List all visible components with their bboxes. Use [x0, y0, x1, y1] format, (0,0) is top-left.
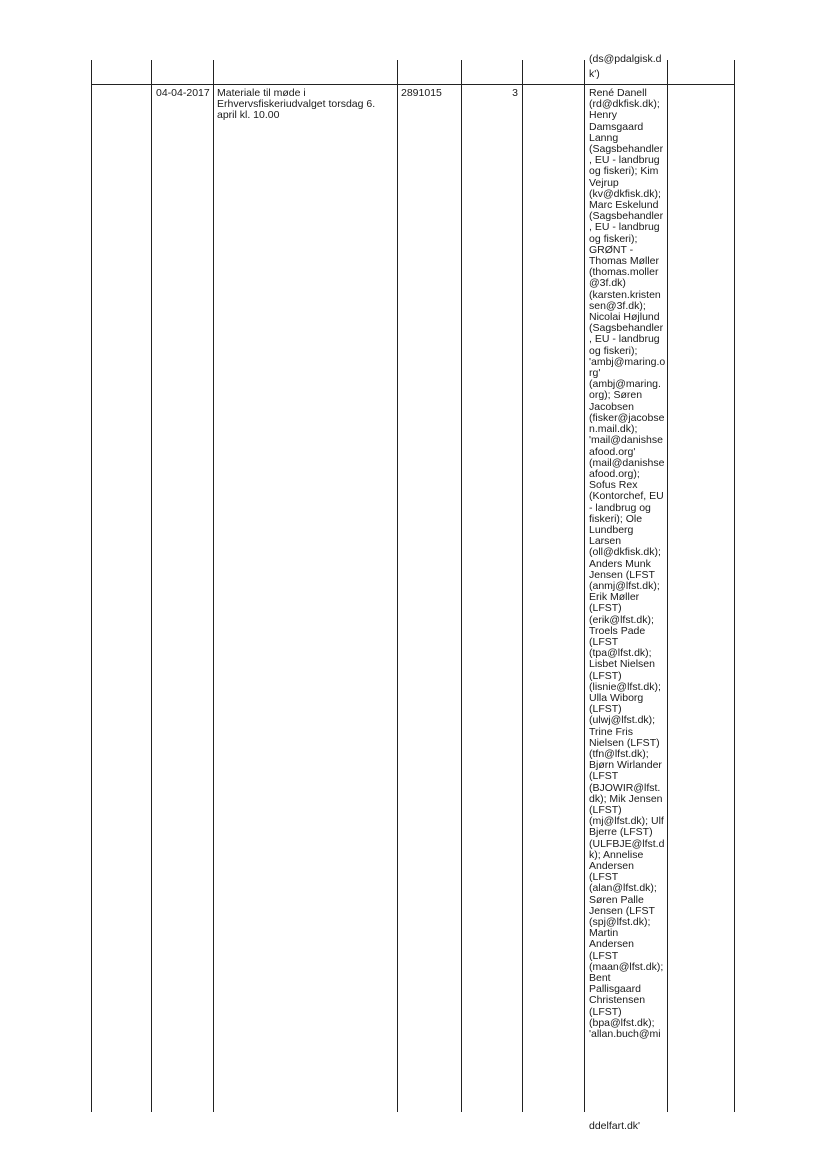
row-separator [91, 84, 734, 85]
column-rule [213, 60, 214, 1112]
row-recipients-cut-line: ddelfart.dk' [589, 1120, 641, 1132]
column-rule [91, 60, 92, 1112]
column-rule [584, 60, 585, 1112]
column-rule [461, 60, 462, 1112]
row-count: 3 [512, 87, 518, 99]
prev-row-recipients-tail: k') [589, 68, 600, 80]
column-rule [397, 60, 398, 1112]
row-recipients: René Danell (rd@dkfisk.dk); Henry Damsgaard Lanng (Sagsbehandler , EU - landbrug og fiskeri); Kim Vejrup (kv@dkfisk.dk); Marc Eskelund (Sagsbehandler , EU - landbrug og fiskeri); GRØNT - Thomas Møller (thomas.moller @3f.dk) (karsten.kristen sen@3f.dk); Nicolai Højlund (Sagsbehandler , EU - landbrug og fiskeri); 'ambj@maring.o rg' (ambj@maring. org); Søren Jacobsen (fisker@jacobse n.mail.dk); 'mail@danishse afood.org' (mail@danishse afood.org); Sofus Rex (Kontorchef, EU - landbrug og fiskeri); Ole Lundberg Larsen (oll@dkfisk.dk); Anders Munk Jensen (LFST (anmj@lfst.dk); Erik Møller (LFST) (erik@lfst.dk); Troels Pade (LFST (tpa@lfst.dk); Lisbet Nielsen (LFST) (lisnie@lfst.dk); Ulla Wiborg (LFST) (ulwj@lfst.dk); Trine Fris Nielsen (LFST) (tfn@lfst.dk); Bjørn Wirlander (LFST (BJOWIR@lfst. dk); Mik Jensen (LFST) (mj@lfst.dk); Ulf Bjerre (LFST) (ULFBJE@lfst.d k); Annelise Andersen (LFST (alan@lfst.dk); Søren Palle Jensen (LFST (spj@lfst.dk); Martin Andersen (LFST (maan@lfst.dk); Bent Pallisgaard Christensen (LFST) (bpa@lfst.dk); 'allan.buch@mi [589, 87, 666, 1041]
column-rule [734, 60, 735, 1112]
column-rule [522, 60, 523, 1112]
row-date: 04-04-2017 [156, 87, 210, 99]
row-doc-number: 2891015 [401, 87, 442, 99]
row-subject: Materiale til møde i Erhvervsfiskeriudvalget torsdag 6. april kl. 10.00 [217, 87, 376, 122]
prev-row-recipients-cut: (ds@pdalgisk.d [589, 53, 662, 65]
column-rule [667, 60, 668, 1112]
column-rule [151, 60, 152, 1112]
